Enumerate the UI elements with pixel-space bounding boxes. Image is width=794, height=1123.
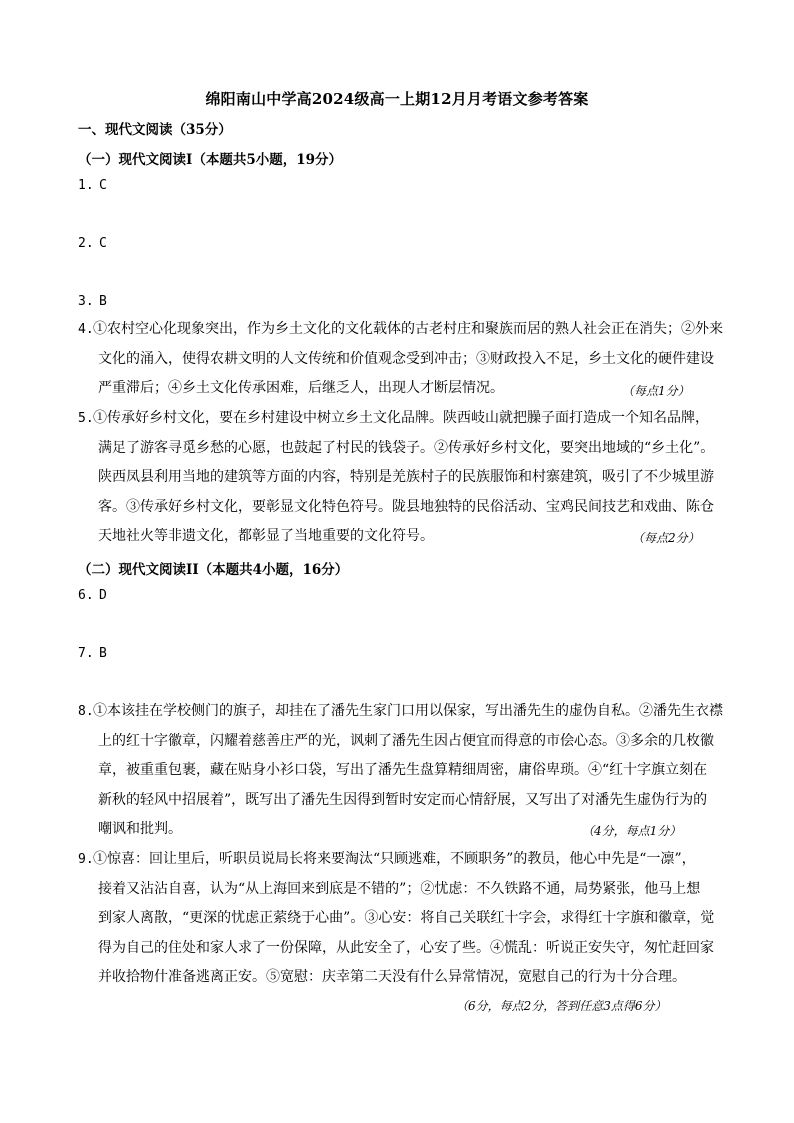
question-number: 4. — [78, 322, 94, 337]
answer-line: ①农村空心化现象突出，作为乡土文化的文化载体的古老村庄和聚族而居的熟人社会正在消失；②外来 — [93, 321, 723, 337]
score-note-5: （每点2分） — [632, 531, 700, 545]
subsection-heading-2: （二）现代文阅读II（本题共4小题，16分） — [78, 562, 349, 578]
answer-line: 得为自己的住处和家人求了一份保障，从此安全了，心安了些。④慌乱：听说正安失守，匆忙赶回家 — [98, 939, 714, 956]
answer-line: 文化的涌入，使得农耕文明的人文传统和价值观念受到冲击；③财政投入不足，乡土文化的硬件建设 — [98, 350, 714, 367]
answer-line: 并收拾物什准备逃离正安。⑤宽慰：庆幸第二天没有什么异常情况，宽慰自己的行为十分合理。 — [98, 969, 686, 985]
question-number: 7. — [78, 646, 94, 661]
question-number: 8. — [78, 704, 94, 719]
answer-line: ①本该挂在学校侧门的旗子，却挂在了潘先生家门口用以保家，写出潘先生的虚伪自私。②潘先生衣襟 — [93, 703, 723, 719]
answer-block-5 — [78, 404, 718, 552]
question-number: 5. — [78, 411, 94, 426]
answer-choice: B — [99, 294, 107, 309]
answer-choice: C — [99, 178, 107, 193]
question-number: 6. — [78, 588, 94, 603]
answer-line: 满足了游客寻觅乡愁的心愿，也鼓起了村民的钱袋子。②传承好乡村文化，要突出地域的“乡土化”。 — [98, 439, 715, 456]
answer-line: 到家人离散，“更深的忧虑正萦绕于心曲”。③心安：将自己关联红十字会，求得红十字旗和徽章，觉 — [98, 910, 715, 926]
score-note-9: （6分，每点2分，答到任意3点得6分） — [456, 999, 667, 1013]
answer-block-9 — [78, 845, 718, 993]
answer-line: 上的红十字徽章，闪耀着慈善庄严的光，讽刺了潘先生因占便宜而得意的市侩心态。③多余的几枚徽 — [98, 732, 714, 749]
score-note-8: （4分，每点1分） — [582, 824, 682, 838]
answer-line: ①惊喜：回让里后，听职员说局长将来要淘汰“只顾逃难，不顾职务”的教员，他心中先是“一凛”， — [93, 851, 696, 867]
question-number: 3. — [78, 294, 94, 309]
answer-line: 陕西凤县利用当地的建筑等方面的内容，特别是羌族村子的民族服饰和村寨建筑，吸引了不少城里游 — [98, 469, 714, 485]
answer-line: 章，被重重包裹，藏在贴身小衫口袋，写出了潘先生盘算精细周密，庸俗卑琐。④“红十字旗立刻在 — [98, 762, 708, 778]
answer-line: 客。③传承好乡村文化，要彰显文化特色符号。陇县地独特的民俗活动、宝鸡民间技艺和戏曲、陈仓 — [98, 498, 714, 515]
question-number: 1. — [78, 178, 94, 193]
subsection-heading-1: （一）现代文阅读Ⅰ（本题共5小题，19分） — [78, 152, 342, 168]
answer-choice: D — [99, 588, 107, 603]
answer-line: 接着又沾沾自喜，认为“从上海回来到底是不错的”；②忧虑：不久铁路不通，局势紧张，他马上想 — [98, 880, 701, 897]
answer-line: ①传承好乡村文化，要在乡村建设中树立乡土文化品牌。陕西岐山就把臊子面打造成一个知名品牌， — [93, 410, 709, 426]
page-title: 绵阳南山中学高2024级高一上期12月月考语文参考答案 — [205, 90, 589, 108]
question-number: 9. — [78, 852, 94, 867]
score-note-4: （每点1分） — [622, 384, 690, 398]
section-heading-1: 一、现代文阅读（35分） — [78, 122, 232, 138]
answer-choice: B — [99, 646, 107, 661]
answer-line: 天地社火等非遗文化，都彰显了当地重要的文化符号。 — [98, 528, 434, 544]
answer-line: 严重滞后；④乡土文化传承困难，后继乏人，出现人才断层情况。 — [98, 380, 504, 396]
answer-line: 嘲讽和批判。 — [98, 821, 182, 837]
answer-choice: C — [99, 236, 107, 251]
answer-line: 新秋的轻风中招展着”，既写出了潘先生因得到暂时安定而心情舒展，又写出了对潘先生虚伪行为的 — [98, 791, 708, 808]
question-number: 2. — [78, 236, 94, 251]
